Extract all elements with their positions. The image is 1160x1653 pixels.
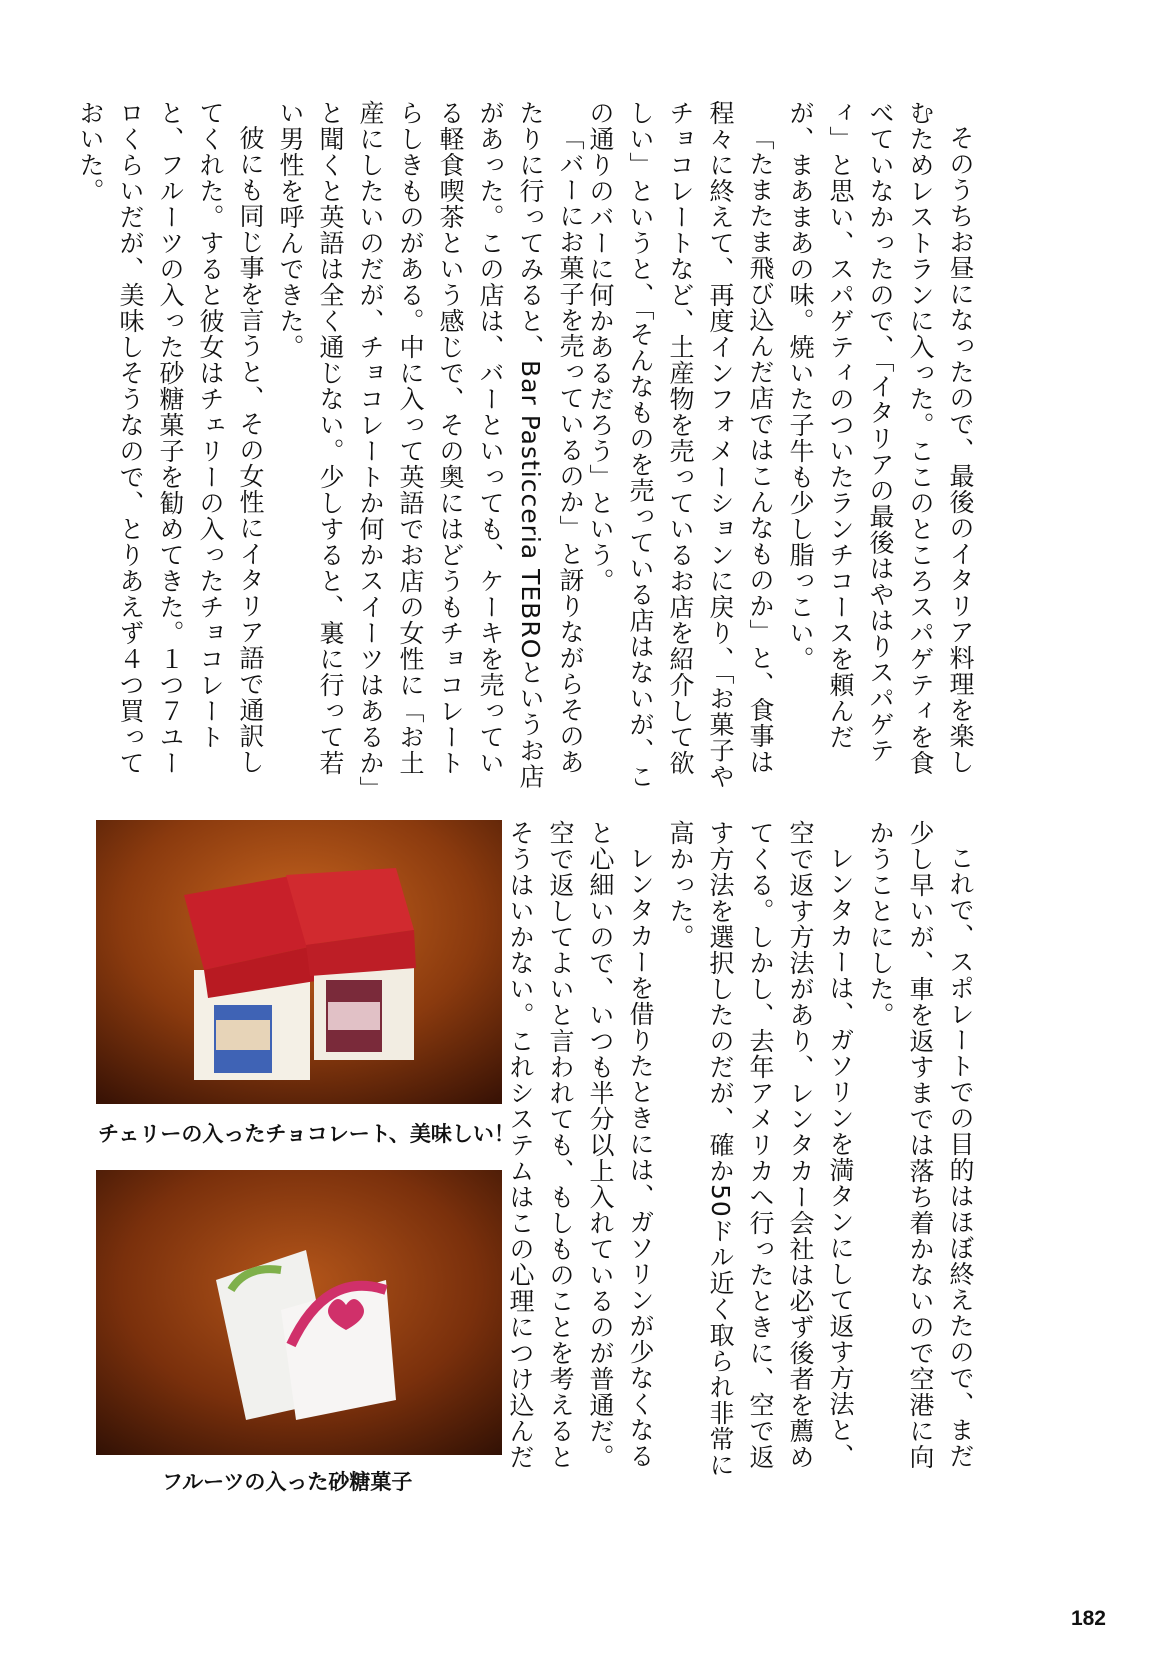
lower-right-text <box>506 820 980 1480</box>
paragraph: レンタカーは、ガソリンを満タンにして返す方法と、空で返す方法があり、レンタカー会社は必ず後者を薦めてくる。しかし、去年アメリカへ行ったときに、空で返す方法を選択したのだが、確か50ドル近く取られ非常に高かった。 <box>666 820 855 1478</box>
paragraph: 「バーにお菓子を売っているのか」と訝りながらそのあたりに行ってみると、Bar Pasticceria TEBROというお店があった。この店は、バーといっても、ケーキを売っている軽食喫茶という感じで、その奥にはどうもチョコレートらしきものがある。中に入って英語でお店の女性に「お土産にしたいのだが、チョコレートか何かスイーツはあるか」と聞くと英語は全く通じない。少しすると、裏に行って若い男性を呼んできた。 <box>276 100 585 790</box>
chocolate-boxes-photo <box>96 820 502 1104</box>
page-number: 182 <box>1070 1607 1106 1630</box>
sugar-candy-boxes-photo <box>96 1170 502 1455</box>
paragraph: 「たまたま飛び込んだ店ではこんなものか」と、食事は程々に終えて、再度インフォメーションに戻り、「お菓子やチョコレートなど、土産物を売っているお店を紹介して欲しい」というと、「そんなものを売っている店はないが、この通りのバーに何かあるだろう」という。 <box>586 100 775 790</box>
paragraph: レンタカーを借りたときには、ガソリンが少なくなると心細いので、いつも半分以上入れているのが普通だ。空で返してよいと言われても、もしものことを考えるとそうはいかない。これシステムはこの心理につけ込んだ <box>506 820 655 1470</box>
upper-left-text <box>76 100 590 800</box>
paragraph: そのうちお昼になったので、最後のイタリア料理を楽しむためレストランに入った。ここのところスパゲティを食べていなかったので、「イタリアの最後はやはりスパゲティ」と思い、スパゲティのついたランチコースを頼んだが、まあまあの味。焼いた子牛も少し脂っこい。 <box>786 100 975 776</box>
paragraph: これで、スポレートでの目的はほぼ終えたので、まだ少し早いが、車を返すまでは落ち着かないので空港に向かうことにした。 <box>866 820 975 1470</box>
photo-caption: チェリーの入ったチョコレート、美味しい！ <box>98 1122 515 1146</box>
photo-caption: フルーツの入った砂糖菓子 <box>162 1470 413 1494</box>
paragraph: 彼にも同じ事を言うと、その女性にイタリア語で通訳してくれた。すると彼女はチェリーの入ったチョコレートと、フルーツの入った砂糖菓子を勧めてきた。１つ７ユーロくらいだが、美味しそうなので、とりあえず４つ買っておいた。 <box>76 100 265 776</box>
upper-right-text <box>560 100 980 800</box>
